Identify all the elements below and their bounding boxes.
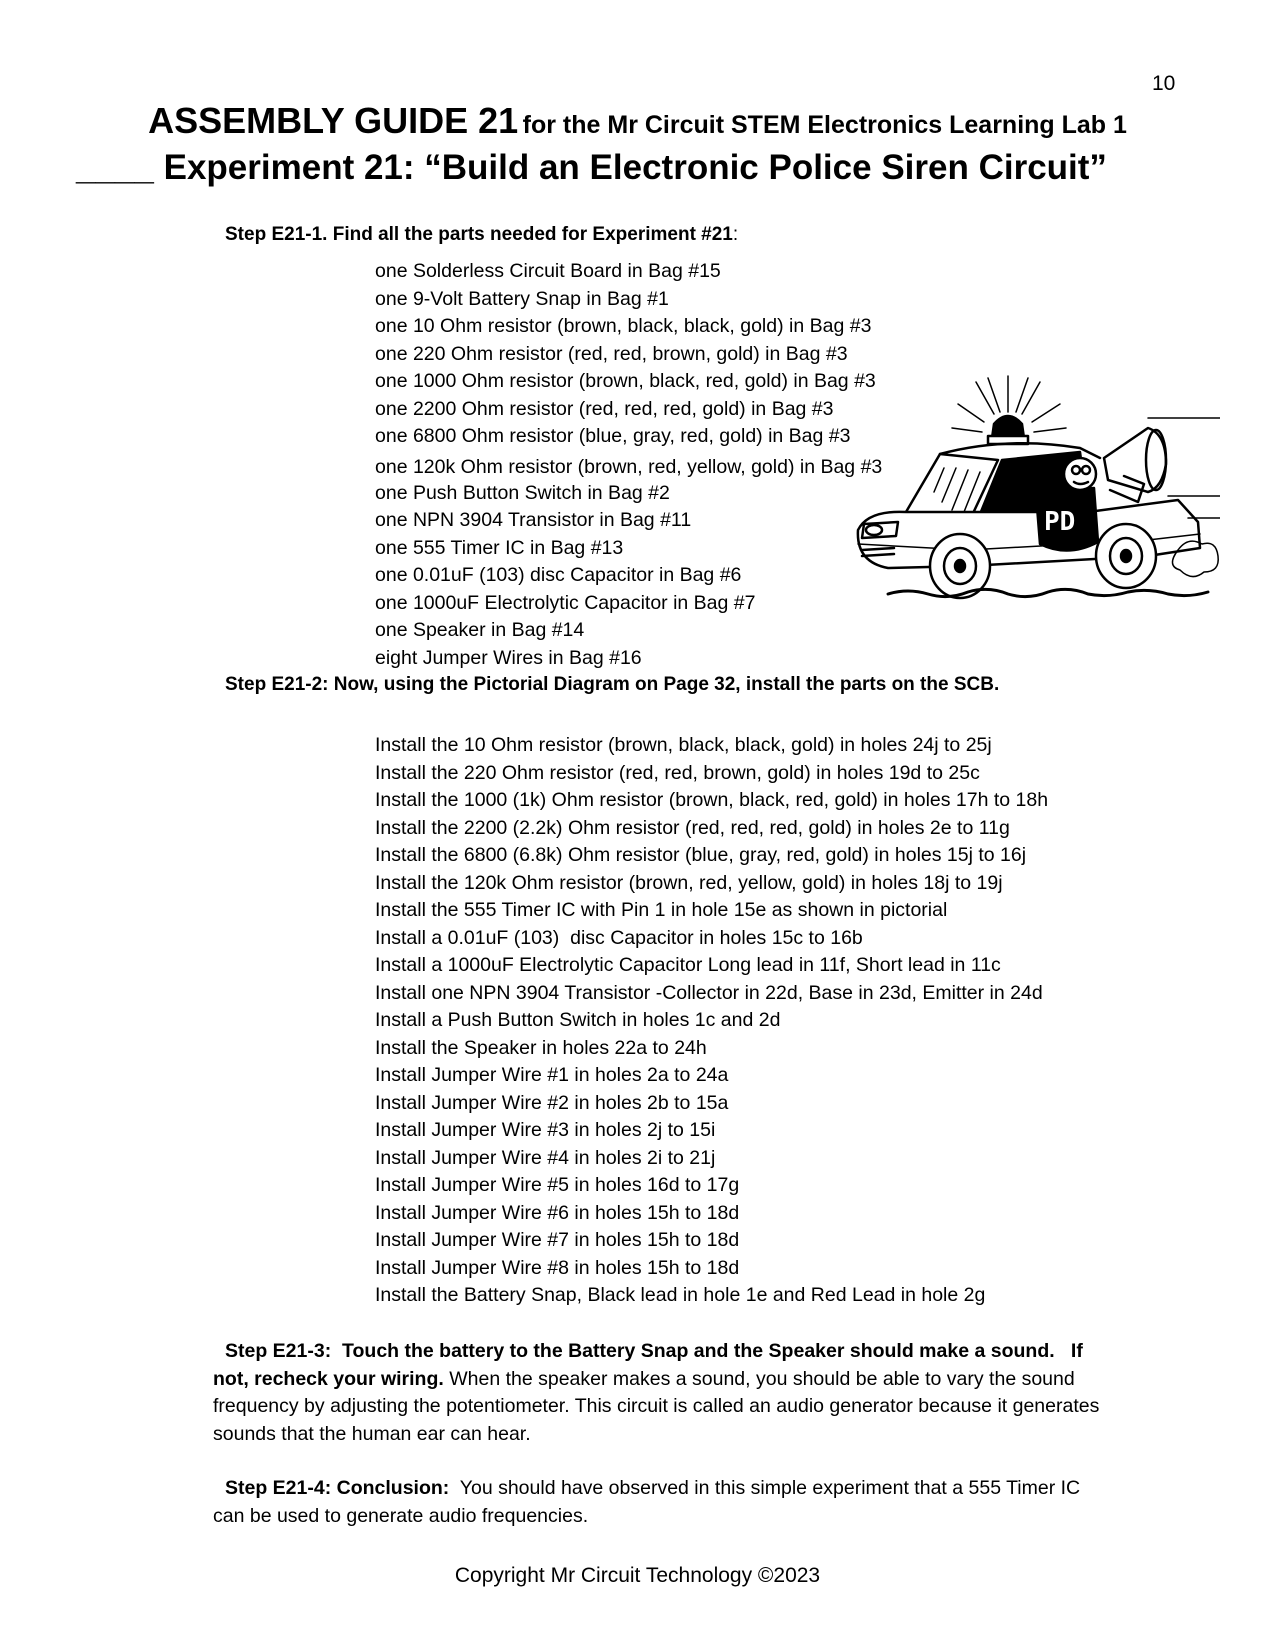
list-item: Install Jumper Wire #6 in holes 15h to 18d [375,1201,740,1224]
list-item: one 220 Ohm resistor (red, red, brown, gold) in Bag #3 [375,342,848,365]
list-item: Install the Battery Snap, Black lead in hole 1e and Red Lead in hole 2g [375,1284,986,1306]
step4-text: You should have observed in this simple experiment that a 555 Timer IC can be used to generate audio frequencies. [213,1477,1086,1527]
list-item: Install the 6800 (6.8k) Ohm resistor (blue, gray, red, gold) in holes 15j to 16j [375,844,1027,866]
list-item: one 0.01uF (103) disc Capacitor in Bag #6 [375,564,742,586]
guide-title-sub: for the Mr Circuit STEM Electronics Learning Lab 1 [522,111,1127,139]
list-item: one 120k Ohm resistor (brown, red, yellow, gold) in Bag #3 [375,455,883,478]
list-item: Install Jumper Wire #3 in holes 2j to 15i [375,1119,716,1141]
list-item: Install the 220 Ohm resistor (red, red, brown, gold) in holes 19d to 25c [375,761,980,784]
experiment-title-text: Experiment 21: “Build an Electronic Police Siren Circuit” [163,148,1107,187]
install-list [375,732,1048,1310]
step2-heading: Step E21-2: Now, using the Pictorial Diagram on Page 32, install the parts on the SCB. [225,674,1000,695]
step1-colon: : [732,224,739,245]
list-item: one Push Button Switch in Bag #2 [375,481,670,504]
list-item: Install a 0.01uF (103) disc Capacitor in holes 15c to 16b [375,926,863,949]
list-item: eight Jumper Wires in Bag #16 [375,646,642,669]
guide-title [0,100,1275,142]
step1-label: Step E21-1 [225,224,323,245]
list-item: Install the 1000 (1k) Ohm resistor (brown, black, red, gold) in holes 17h to 18h [375,789,1049,811]
list-item: Install Jumper Wire #4 in holes 2i to 21j [375,1146,716,1169]
step1-heading [225,224,738,246]
door-badge-text: PD [1044,507,1076,537]
list-item: one 1000uF Electrolytic Capacitor in Bag #7 [375,591,756,614]
list-item: Install the 120k Ohm resistor (brown, red, yellow, gold) in holes 18j to 19j [375,871,1003,894]
speaker-horn [1104,428,1166,492]
list-item: Install the 2200 (2.2k) Ohm resistor (red, red, red, gold) in holes 2e to 11g [375,816,1010,839]
step3-text: When the speaker makes a sound, you should be able to vary the sound frequency by adjusting the potentiometer. This circuit is called an audio generator because it generates sounds that the human ear can hear. [213,1367,1100,1445]
list-item: one 2200 Ohm resistor (red, red, red, gold) in Bag #3 [375,397,834,420]
list-item: one 9-Volt Battery Snap in Bag #1 [375,287,669,310]
copyright-footer: Copyright Mr Circuit Technology ©2023 [454,1564,821,1587]
list-item: Install a 1000uF Electrolytic Capacitor Long lead in 11f, Short lead in 11c [375,954,1001,976]
list-item: one Solderless Circuit Board in Bag #15 [375,260,721,282]
list-item: Install Jumper Wire #5 in holes 16d to 17g [375,1174,740,1196]
step3-paragraph [213,1338,1113,1448]
step3-bold: Step E21-3: Touch the battery to the Battery Snap and the Speaker should make a sound. If not, recheck your wiring. [213,1340,1089,1390]
experiment-checkbox-blank: ____ [76,148,154,187]
list-item: Install the 10 Ohm resistor (brown, black, black, gold) in holes 24j to 25j [375,734,992,756]
list-item: one 6800 Ohm resistor (blue, gray, red, gold) in Bag #3 [375,425,851,447]
list-item: one 555 Timer IC in Bag #13 [375,536,624,559]
step1-text: . Find all the parts needed for Experiment #21 [322,224,733,245]
rear-wheel [1096,524,1156,588]
list-item: one 10 Ohm resistor (brown, black, black, gold) in Bag #3 [375,315,872,337]
list-item: Install a Push Button Switch in holes 1c and 2d [375,1009,781,1031]
list-item: one Speaker in Bag #14 [375,619,585,641]
parts-list [375,258,882,672]
guide-title-main: ASSEMBLY GUIDE 21 [148,100,519,141]
page-number: 10 [1152,72,1176,95]
police-car-illustration [848,372,1220,622]
list-item: Install the Speaker in holes 22a to 24h [375,1036,707,1059]
experiment-title [76,148,1107,188]
step4-paragraph [213,1475,1113,1530]
siren-light [992,416,1024,438]
list-item: one NPN 3904 Transistor in Bag #11 [375,509,692,531]
list-item: Install one NPN 3904 Transistor -Collector in 22d, Base in 23d, Emitter in 24d [375,981,1043,1004]
list-item: Install Jumper Wire #8 in holes 15h to 18d [375,1256,740,1279]
list-item: Install Jumper Wire #2 in holes 2b to 15a [375,1091,729,1114]
list-item: Install Jumper Wire #7 in holes 15h to 18d [375,1229,740,1251]
step4-bold: Step E21-4: Conclusion: [225,1477,450,1499]
list-item: one 1000 Ohm resistor (brown, black, red, gold) in Bag #3 [375,370,876,392]
list-item: Install Jumper Wire #1 in holes 2a to 24a [375,1064,729,1086]
list-item: Install the 555 Timer IC with Pin 1 in hole 15e as shown in pictorial [375,899,948,921]
